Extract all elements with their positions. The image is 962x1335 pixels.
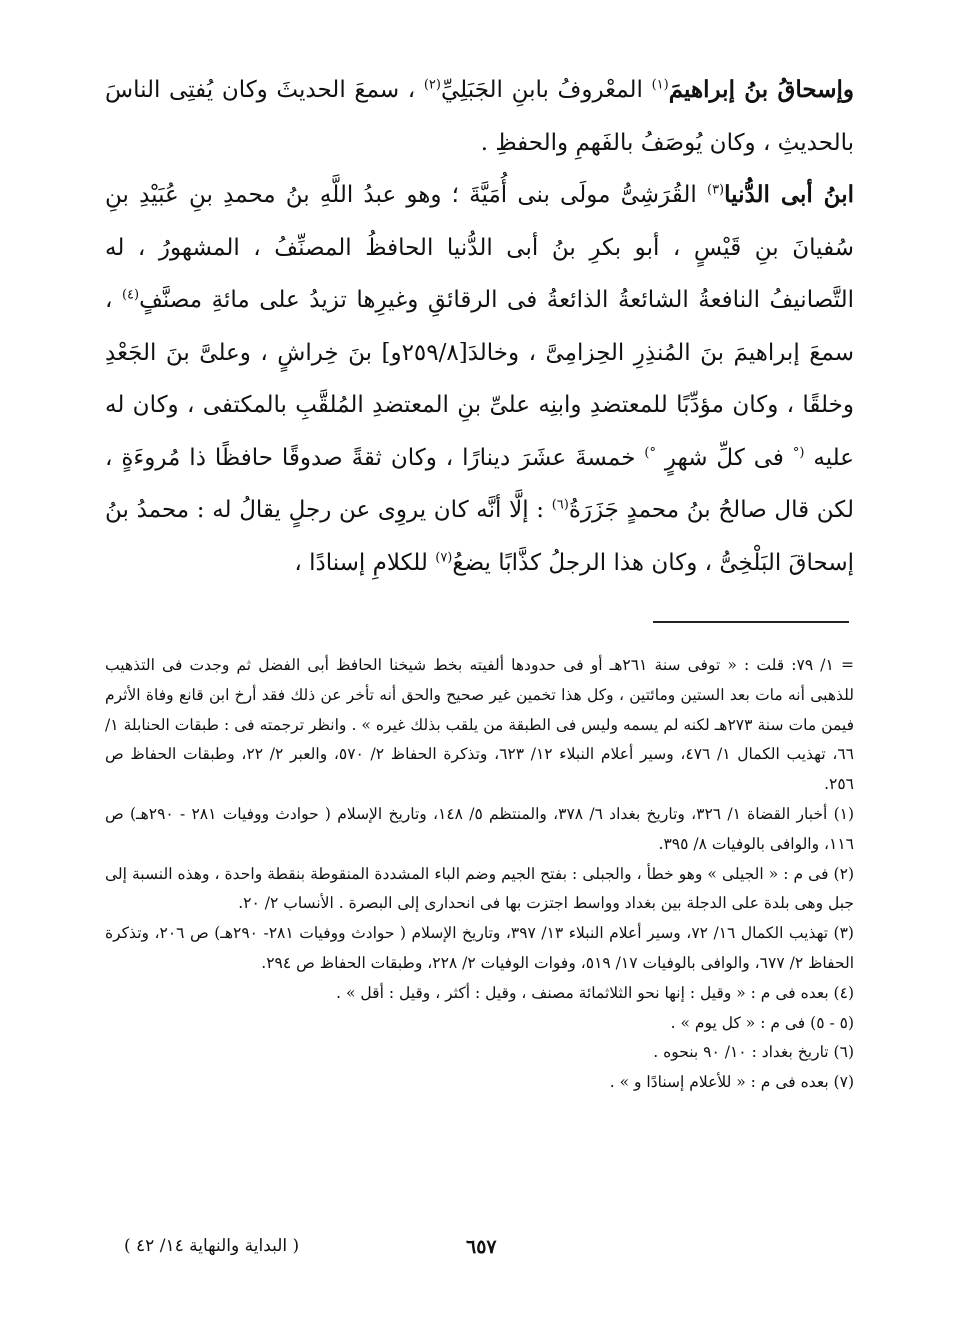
footnote-4: (٤) بعده فى م : « وقيل : إنها نحو الثلاثمائة مصنف ، وقيل : أكثر ، وقيل : أقل » . bbox=[336, 983, 854, 1002]
footnote-ref[interactable]: (٢) bbox=[423, 77, 441, 93]
footnote-1: (١) أخبار القضاة ١/ ٣٢٦، وتاريخ بغداد ٦/ ٣٧٨، والمنتظم ٥/ ١٤٨، وتاريخ الإسلام ( حوادث ووفيات ٢٨١ - ٢٩٠هـ) ص ١١٦، والوافى بالوفيات ٨/ ٣٩٥. bbox=[105, 804, 855, 853]
footnote-continuation: = ١/ ٧٩: قلت : « توفى سنة ٢٦١هـ أو فى حدودها ألفيته بخط شيخنا الحافظ أبى الفضل ثم وجدت فى التذهيب للذهبى أنه مات بعد الستين ومائتين ، وكل هذا تخمين غير صحيح والحق أنه تأخر عن ذلك فقد أرخ ابن قانع وفاة الأثرم فيمن مات سنة ٢٧٣هـ لكنه لم يسمه وليس فى الطبقة من يلقب بذلك غيره » . وانظر ترجمته فى : طبقات الحنابلة ١/ ٦٦، تهذيب الكمال ١/ ٤٧٦، وسير أعلام النبلاء ١٢/ ٦٢٣، وتذكرة الحفاظ ٢/ ٥٧٠، والعبر ٢/ ٢٢، وطبقات الحفاظ ص ٢٥٦. bbox=[105, 656, 854, 794]
footnote-5: (٥ - ٥) فى م : « كل يوم » . bbox=[670, 1013, 854, 1032]
footnote-6: (٦) تاريخ بغداد : ١٠/ ٩٠ بنحوه . bbox=[653, 1043, 854, 1062]
footnote-3: (٣) تهذيب الكمال ١٦/ ٧٢، وسير أعلام النبلاء ١٣/ ٣٩٧، وتاريخ الإسلام ( حوادث ووفيات ٢٨١- ٢٩٠هـ) ص ٢٠٦، وتذكرة الحفاظ ٢/ ٦٧٧، والوافى بالوفيات ١٧/ ٥١٩، وفوات الوفيات ٢/ ٢٢٨، وطبقات الحفاظ ص ٢٩٤. bbox=[105, 924, 854, 972]
entry-ishaq bbox=[105, 64, 854, 169]
footnote-2: (٢) فى م : « الجيلى » وهو خطأ ، والجبلى : بفتح الجيم وضم الباء المشددة المنقوطة بنقطة واحدة ، وهذه النسبة إلى جبل وهى بلدة على الدجلة بين بغداد وواسط اجتزت بها فى انحدارى إلى البصرة . الأنساب ٢/ ٢٠. bbox=[105, 864, 854, 913]
footnotes bbox=[105, 651, 854, 1098]
entry-text: خمسةَ عشَرَ دينارًا ، وكان ثقةً صدوقًا حافظًا ذا مُروءَةٍ ، لكن قال صالحُ بنُ محمدٍ جَزَرَةُ bbox=[105, 444, 854, 523]
footnote-ref[interactable]: (° bbox=[792, 444, 805, 460]
entry-headword: وإسحاقُ بنُ إبراهيمَ bbox=[668, 76, 854, 103]
page-number: ٦٥٧ bbox=[466, 1236, 497, 1258]
footnote-ref[interactable]: (٦) bbox=[551, 497, 569, 513]
footnote-ref[interactable]: (٧) bbox=[435, 549, 453, 565]
footnote-divider bbox=[653, 621, 849, 623]
footnote-ref[interactable]: (٣) bbox=[706, 182, 725, 198]
footnote-7: (٧) بعده فى م : « للأعلام إسنادًا و » . bbox=[609, 1073, 854, 1092]
entry-text: ، سمعَ الحديثَ وكان يُفتِى الناسَ بالحديثِ ، وكان يُوصَفُ بالفَهمِ والحفظِ . bbox=[105, 77, 854, 156]
entry-text: المعْروفُ بابنِ الجَبَلِيِّ bbox=[440, 77, 652, 103]
book-reference: ( البداية والنهاية ١٤/ ٤٢ ) bbox=[124, 1236, 300, 1256]
entry-text: ، سمعَ إبراهيمَ بنَ المُنذِرِ الحِزامِىَّ ، وخالدَ[٢٥٩/٨و] بنَ خِراشٍ ، وعلىَّ بنَ الجَعْدِ وخلقًا ، وكان مؤدِّبًا للمعتضدِ وابنِه علىِّ بنِ المعتضدِ المُلقَّبِ بالمكتفى ، وكان له عليه bbox=[105, 287, 855, 471]
entry-text: فى كلِّ شهرٍ bbox=[655, 444, 793, 471]
entry-text: القُرَشِىُّ مولَى بنى أُمَيَّةَ ؛ وهو عبدُ اللَّهِ بنُ محمدِ بنِ عُبَيْدِ بنِ سُفيانَ بنِ قَيْسٍ ، أبو بكرِ بنُ أبى الدُّنيا الحافظُ المصنِّفُ ، المشهورُ ، له التَّصانيفُ النافعةُ الشائعةُ الذائعةُ فى الرقائقِ وغيرِها تزيدُ على مائةِ مصنَّفٍ bbox=[105, 182, 855, 313]
entry-text: : إلَّا أنَّه كان يروِى عن رجلٍ يقالُ له : محمدُ بنُ إسحاقَ البَلْخِىُّ ، وكان هذا الرجلُ كذَّابًا يضعُ bbox=[105, 497, 854, 576]
entry-ibn-abi-dunya bbox=[105, 169, 854, 589]
footnote-ref[interactable]: (٤) bbox=[121, 287, 140, 303]
entry-text: للكلامِ إسنادًا ، bbox=[294, 549, 436, 576]
footnote-ref[interactable]: °) bbox=[644, 444, 656, 460]
entry-headword: ابنُ أبى الدُّنيا bbox=[724, 181, 854, 208]
footnote-ref[interactable]: (١) bbox=[651, 77, 669, 93]
main-text bbox=[105, 64, 854, 589]
